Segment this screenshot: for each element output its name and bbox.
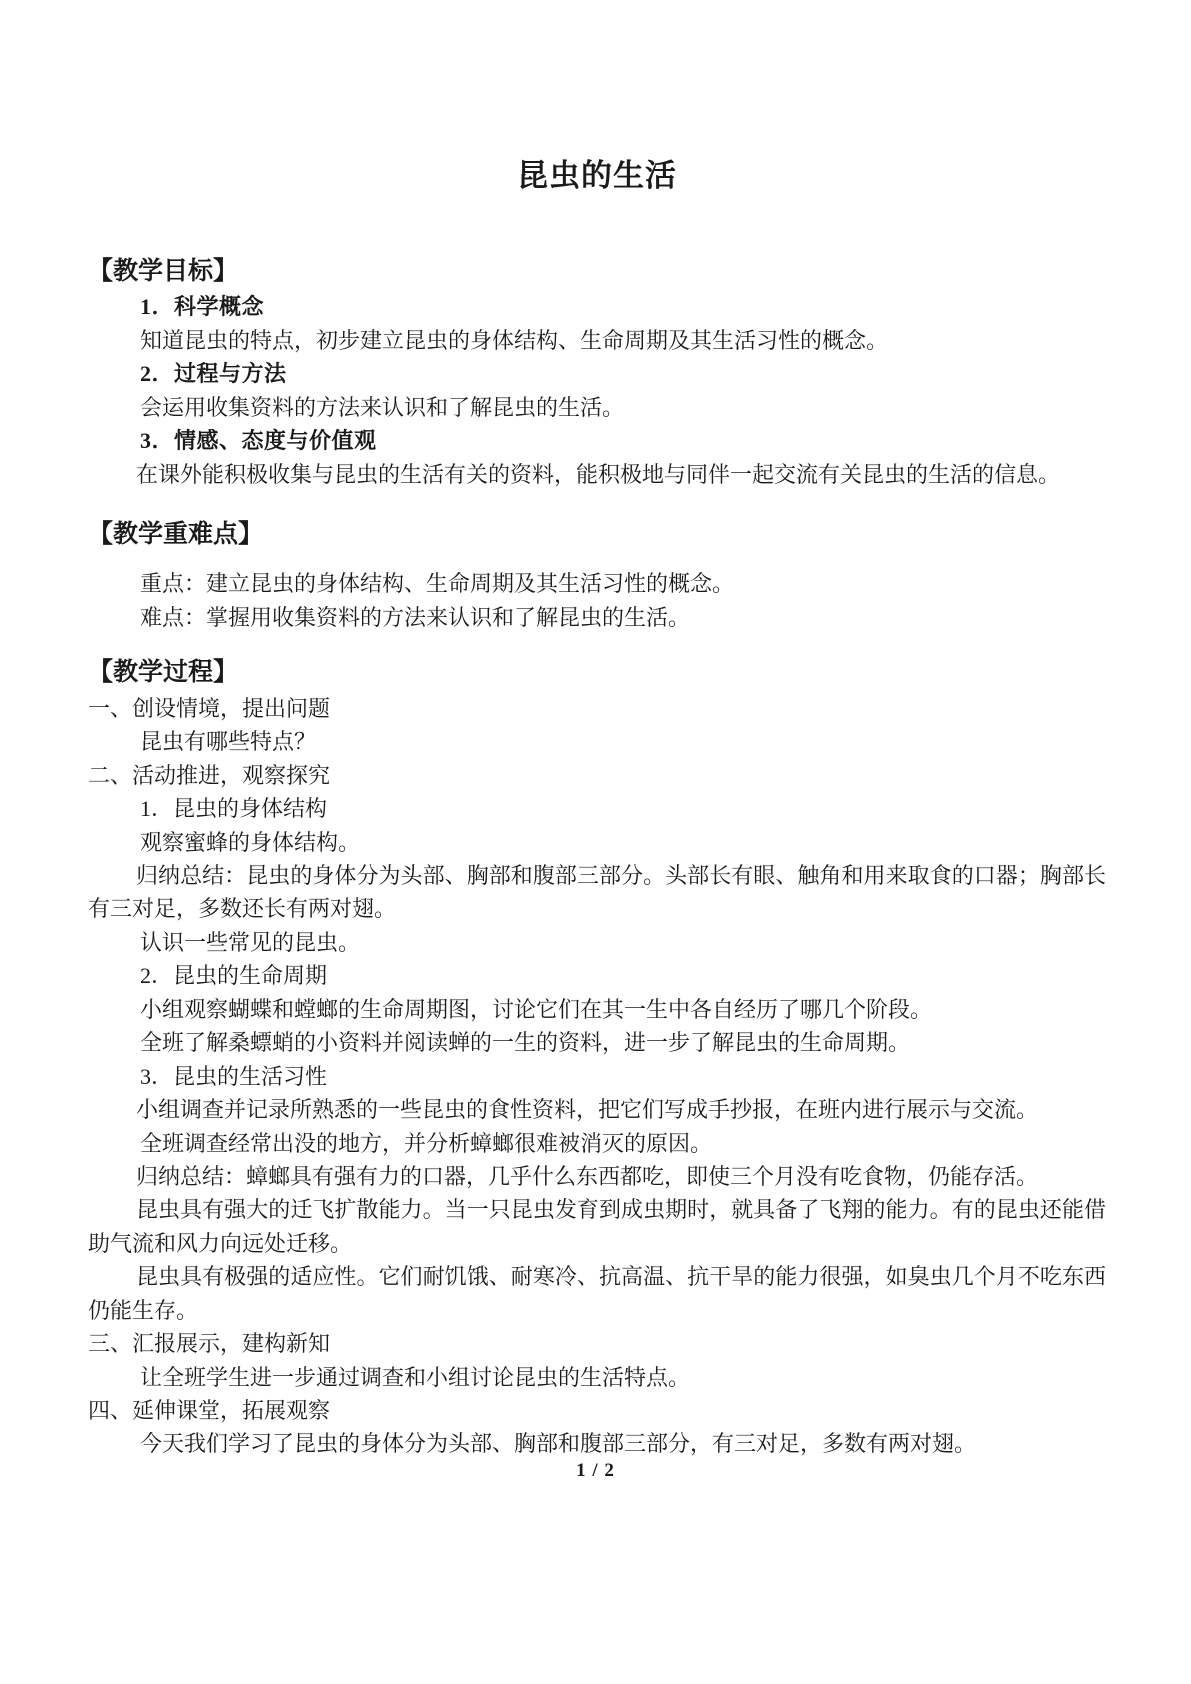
process-sub-3-line-3: 归纳总结：蟑螂具有强有力的口器，几乎什么东西都吃，即使三个月没有吃食物，仍能存活。 [136, 1163, 1039, 1189]
process-step-2-title: 二、活动推进，观察探究 [88, 762, 331, 788]
key-point-focus: 重点：建立昆虫的身体结构、生命周期及其生活习性的概念。 [140, 571, 735, 597]
process-sub-2-label: 2．昆虫的生命周期 [140, 963, 328, 989]
process-sub-1-line-1: 观察蜜蜂的身体结构。 [140, 829, 361, 855]
spacer [88, 553, 1106, 567]
process-sub-3-line-5: 昆虫具有极强的适应性。它们耐饥饿、耐寒冷、抗高温、抗干旱的能力很强，如臭虫几个月不吃东西仍能生存。 [88, 1264, 1106, 1323]
process-sub-3-line-4: 昆虫具有强大的迁飞扩散能力。当一只昆虫发育到成虫期时，就具备了飞翔的能力。有的昆虫还能借助气流和风力向远处迁移。 [88, 1197, 1106, 1256]
key-points-heading: 【教学重难点】 [88, 520, 264, 548]
process-step-4-line-1: 今天我们学习了昆虫的身体分为头部、胸部和腹部三部分，有三对足，多数有两对翅。 [140, 1431, 977, 1457]
process-sub-1-line-2: 归纳总结：昆虫的身体分为头部、胸部和腹部三部分。头部长有眼、触角和用来取食的口器；胸部长有三对足，多数还长有两对翅。 [88, 863, 1106, 922]
process-section [88, 654, 1106, 1461]
objective-3-label: 3．情感、态度与价值观 [140, 428, 377, 454]
objective-2-text: 会运用收集资料的方法来认识和了解昆虫的生活。 [140, 394, 625, 420]
page-title: 昆虫的生活 [517, 158, 677, 193]
process-sub-3-line-2: 全班调查经常出没的地方，并分析蟑螂很难被消灭的原因。 [140, 1130, 713, 1156]
objective-1-label: 1．科学概念 [140, 294, 265, 320]
process-sub-3-line-1: 小组调查并记录所熟悉的一些昆虫的食性资料，把它们写成手抄报，在班内进行展示与交流。 [136, 1097, 1039, 1123]
process-step-1-title: 一、创设情境，提出问题 [88, 695, 331, 721]
process-heading: 【教学过程】 [88, 659, 239, 687]
key-point-difficulty: 难点：掌握用收集资料的方法来认识和了解昆虫的生活。 [140, 604, 691, 630]
process-step-4-title: 四、延伸课堂，拓展观察 [88, 1398, 331, 1424]
process-sub-1-label: 1．昆虫的身体结构 [140, 796, 328, 822]
objective-2-label: 2．过程与方法 [140, 361, 287, 387]
process-sub-2-line-1: 小组观察蝴蝶和螳螂的生命周期图，讨论它们在其一生中各自经历了哪几个阶段。 [140, 996, 933, 1022]
objectives-heading: 【教学目标】 [88, 257, 239, 285]
document-body [88, 0, 1106, 1461]
process-sub-2-line-2: 全班了解桑螵蛸的小资料并阅读蝉的一生的资料，进一步了解昆虫的生命周期。 [140, 1030, 911, 1056]
process-step-3-line-1: 让全班学生进一步通过调查和小组讨论昆虫的生活特点。 [140, 1364, 691, 1390]
process-sub-1-line-3: 认识一些常见的昆虫。 [140, 929, 361, 955]
process-sub-3-label: 3．昆虫的生活习性 [140, 1063, 328, 1089]
process-step-3-title: 三、汇报展示，建构新知 [88, 1331, 331, 1357]
page-footer: 1 / 2 [576, 1460, 615, 1481]
process-step-1-line-1: 昆虫有哪些特点？ [140, 729, 317, 755]
objectives-section [88, 253, 1106, 491]
key-points-section [88, 516, 1106, 634]
objective-1-text: 知道昆虫的特点，初步建立昆虫的身体结构、生命周期及其生活习性的概念。 [140, 327, 889, 353]
objective-3-text: 在课外能积极收集与昆虫的生活有关的资料，能积极地与同伴一起交流有关昆虫的生活的信息。 [136, 461, 1061, 487]
